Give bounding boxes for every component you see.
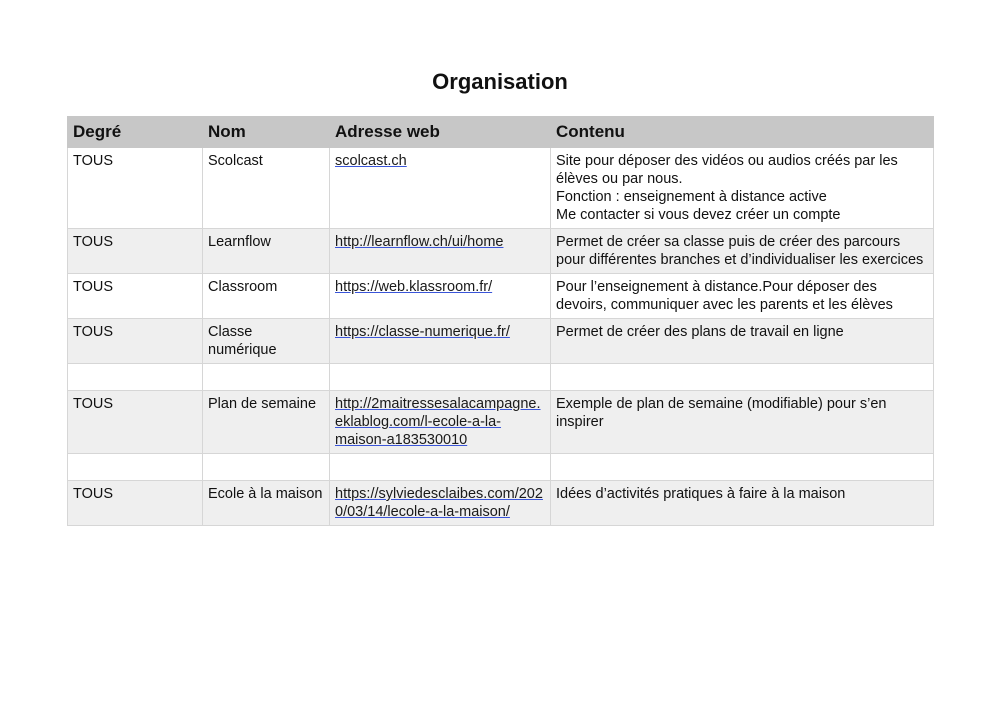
resources-table <box>67 116 934 526</box>
page-title: Organisation <box>432 69 568 94</box>
contenu-line: Site pour déposer des vidéos ou audios créés par les élèves ou par nous. <box>556 153 898 187</box>
empty-row <box>68 454 934 481</box>
table-row <box>68 481 934 526</box>
cell-nom: Classroom <box>203 274 330 319</box>
table-header-row <box>68 117 934 148</box>
web-link[interactable]: https://classe-numerique.fr/ <box>335 324 510 340</box>
column-header-degre: Degré <box>68 117 203 148</box>
contenu-line: Idées d’activités pratiques à faire à la maison <box>556 486 846 502</box>
table-row <box>68 391 934 454</box>
empty-cell <box>68 454 203 481</box>
cell-adresse <box>330 229 551 274</box>
cell-nom: Classe numérique <box>203 319 330 364</box>
contenu-line: Fonction : enseignement à distance active <box>556 189 827 205</box>
empty-cell <box>551 454 934 481</box>
empty-cell <box>330 364 551 391</box>
cell-nom: Ecole à la maison <box>203 481 330 526</box>
contenu-line: Pour l’enseignement à distance.Pour déposer des devoirs, communiquer avec les parents et les élèves <box>556 279 893 313</box>
cell-contenu <box>551 319 934 364</box>
empty-cell <box>203 454 330 481</box>
cell-nom: Plan de semaine <box>203 391 330 454</box>
table-row <box>68 148 934 229</box>
cell-degre: TOUS <box>68 274 203 319</box>
cell-adresse <box>330 274 551 319</box>
contenu-line: Me contacter si vous devez créer un compte <box>556 207 841 223</box>
empty-cell <box>68 364 203 391</box>
contenu-line: Permet de créer sa classe puis de créer des parcours pour différentes branches et d’individualiser les exercices <box>556 234 924 268</box>
web-link[interactable]: http://2maitressesalacampagne.eklablog.com/l-ecole-a-la-maison-a183530010 <box>335 396 541 448</box>
cell-degre: TOUS <box>68 148 203 229</box>
table-row <box>68 274 934 319</box>
cell-nom: Scolcast <box>203 148 330 229</box>
web-link[interactable]: scolcast.ch <box>335 153 407 169</box>
cell-contenu <box>551 148 934 229</box>
cell-nom: Learnflow <box>203 229 330 274</box>
table-row <box>68 319 934 364</box>
empty-row <box>68 364 934 391</box>
cell-adresse <box>330 391 551 454</box>
cell-contenu <box>551 481 934 526</box>
web-link[interactable]: https://sylviedesclaibes.com/2020/03/14/lecole-a-la-maison/ <box>335 486 543 520</box>
cell-adresse <box>330 319 551 364</box>
contenu-line: Permet de créer des plans de travail en ligne <box>556 324 844 340</box>
column-header-contenu: Contenu <box>551 117 934 148</box>
column-header-nom: Nom <box>203 117 330 148</box>
empty-cell <box>203 364 330 391</box>
cell-degre: TOUS <box>68 229 203 274</box>
cell-degre: TOUS <box>68 319 203 364</box>
cell-adresse <box>330 481 551 526</box>
empty-cell <box>330 454 551 481</box>
cell-degre: TOUS <box>68 481 203 526</box>
empty-cell <box>551 364 934 391</box>
cell-contenu <box>551 274 934 319</box>
contenu-line: Exemple de plan de semaine (modifiable) pour s’en inspirer <box>556 396 887 430</box>
cell-degre: TOUS <box>68 391 203 454</box>
web-link[interactable]: https://web.klassroom.fr/ <box>335 279 493 295</box>
table-row <box>68 229 934 274</box>
column-header-adresse: Adresse web <box>330 117 551 148</box>
cell-adresse <box>330 148 551 229</box>
cell-contenu <box>551 229 934 274</box>
web-link[interactable]: http://learnflow.ch/ui/home <box>335 234 504 250</box>
cell-contenu <box>551 391 934 454</box>
